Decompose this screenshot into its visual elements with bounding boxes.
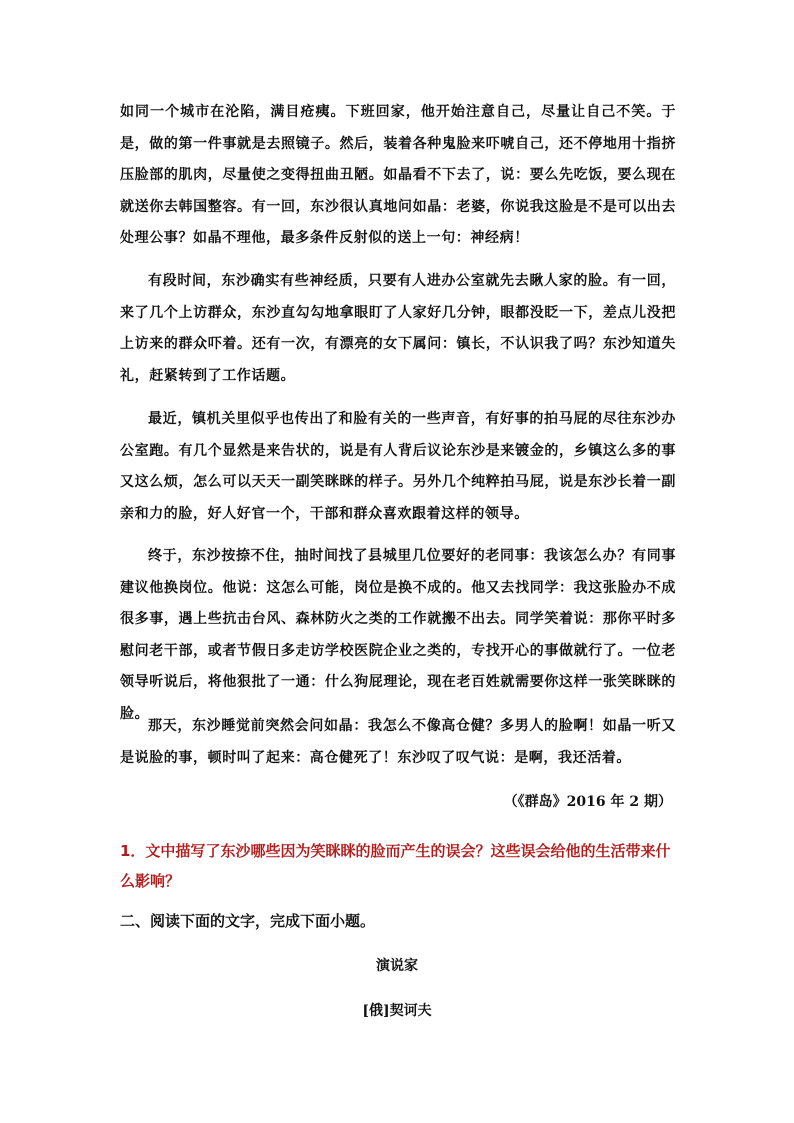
question-1: 1．文中描写了东沙哪些因为笑眯眯的脸而产生的误会？这些误会给他的生活带来什么影响？ [120,842,671,890]
paragraph-1: 如同一个城市在沦陷，满目疮痍。下班回家，他开始注意自己，尽量让自己不笑。于是，做的第一件事就是去照镜子。然后，装着各种鬼脸来吓唬自己，还不停地用十指挤压脸部的肌肉，尽量使之变得扭曲丑陋。如晶看不下去了，说：要么先吃饭，要么现在就送你去韩国整容。有一回，东沙很认真地问如晶：老婆，你说我这脸是不是可以出去处理公事？如晶不理他，最多条件反射似的送上一句：神经病！ [120,104,676,247]
paragraph-2: 有段时间，东沙确实有些神经质，只要有人进办公室就先去瞅人家的脸。有一回，来了几个上访群众，东沙直勾勾地拿眼盯了人家好几分钟，眼都没眨一下，差点儿没把上访来的群众吓着。还有一次，有漂亮的女下属问：镇长，不认识我了吗？东沙知道失礼，赶紧转到了工作话题。 [120,273,676,384]
paragraph-3: 最近，镇机关里似乎也传出了和脸有关的一些声音，有好事的拍马屁的尽往东沙办公室跑。有几个显然是来告状的，说是有人背后议论东沙是来镀金的，乡镇这么多的事又这么烦，怎么可以天天一副笑眯眯的样子。另外几个纯粹拍马屁，说是东沙长着一副亲和力的脸，好人好官一个，干部和群众喜欢跟着这样的领导。 [120,411,676,522]
source-citation: （《群岛》2016 年 2 期） [503,794,672,810]
story-author: [俄]契诃夫 [362,1003,432,1019]
paragraph-4: 终于，东沙按捺不住，抽时间找了县城里几位要好的老同事：我该怎么办？有同事建议他换岗位。他说：这怎么可能，岗位是换不成的。他又去找同学：我这张脸办不成很多事，遇上些抗击台风、森林防火之类的工作就搬不出去。同学笑着说：那你平时多慰问老干部，或者节假日多走访学校医院企业之类的，专找开心的事做就行了。一位老领导听说后，将他狠批了一通：什么狗屁理论，现在老百姓就需要你这样一张笑眯眯的脸。 [120,548,676,722]
paragraph-5: 那天，东沙睡觉前突然会问如晶：我怎么不像高仓健？多男人的脸啊！如晶一听又是说脸的事，顿时叫了起来：高仓健死了！东沙叹了叹气说：是啊，我还活着。 [120,718,676,766]
section-heading: 二、阅读下面的文字，完成下面小题。 [120,912,376,930]
story-title: 演说家 [376,958,418,974]
